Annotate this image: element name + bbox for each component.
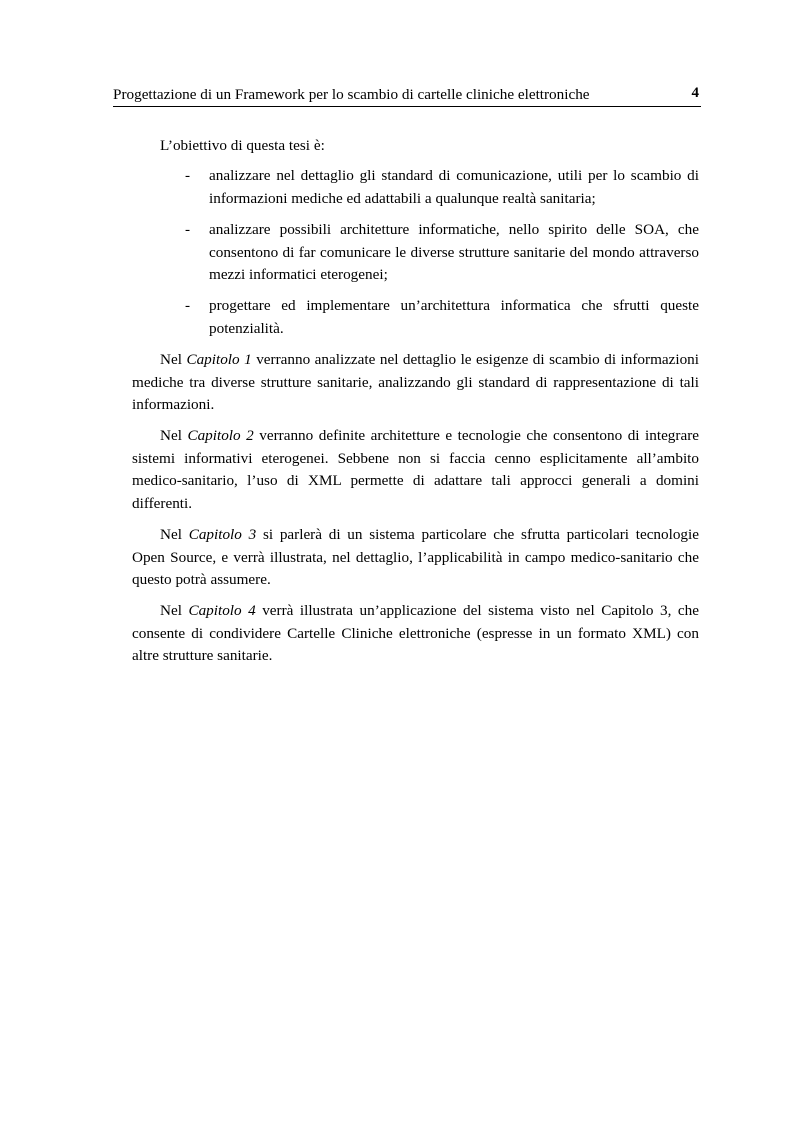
chapter-2-paragraph [132,425,699,515]
chapter-reference: Capitolo 2 [187,427,254,445]
header-title: Progettazione di un Framework per lo scambio di cartelle cliniche elettroniche [113,86,590,103]
list-item [132,295,699,340]
bullet-dash: - [185,221,191,239]
bullet-dash: - [185,297,191,315]
page-body [132,135,699,677]
page-number: 4 [691,85,699,101]
paragraph-lead: Nel [160,427,188,445]
paragraph-text: verranno analizzate nel dettaglio le esigenze di scambio di informazioni mediche tra diverse strutture sanitarie, analizzando gli standard di rappresentazione di tali informazioni. [132,351,699,414]
paragraph-text: verranno definite architetture e tecnologie che consentono di integrare sistemi informativi eterogenei. Sebbene non si faccia cenno esplicitamente all’ambito medico-sanitario, l’uso di XML permette di adattare tali approcci generali a domini differenti. [132,427,699,512]
bullet-dash: - [185,167,191,185]
paragraph-lead: Nel [160,351,187,369]
list-item-text: analizzare possibili architetture informatiche, nello spirito delle SOA, che consentono di far comunicare le diverse strutture sanitarie del mondo attraverso mezzi informatici eterogenei; [209,221,699,284]
chapter-3-paragraph [132,524,699,591]
paragraph-lead: Nel [160,526,189,544]
list-item-text: analizzare nel dettaglio gli standard di comunicazione, utili per lo scambio di informazioni mediche ed adattabili a qualunque realtà sanitaria; [209,167,699,207]
list-item-text: progettare ed implementare un’architettura informatica che sfrutti queste potenzialità. [209,297,699,337]
paragraph-text: verrà illustrata un’applicazione del sistema visto nel Capitolo 3, che consente di condividere Cartelle Cliniche elettroniche (espresse in un formato XML) con altre strutture sanitarie. [132,602,699,665]
objectives-list [132,165,699,340]
chapter-reference: Capitolo 4 [188,602,256,620]
page-header [113,84,701,107]
paragraph-lead: Nel [160,602,189,620]
chapter-1-paragraph [132,349,699,416]
chapter-reference: Capitolo 1 [186,351,252,369]
list-item [132,165,699,210]
chapter-4-paragraph [132,600,699,667]
chapter-reference: Capitolo 3 [188,526,257,544]
list-item [132,219,699,286]
paragraph-text: si parlerà di un sistema particolare che sfrutta particolari tecnologie Open Source, e verrà illustrata, nel dettaglio, l’applicabilità in campo medico-sanitario che questo potrà assumere. [132,526,699,588]
intro-text: L’obiettivo di questa tesi è: [160,137,325,154]
